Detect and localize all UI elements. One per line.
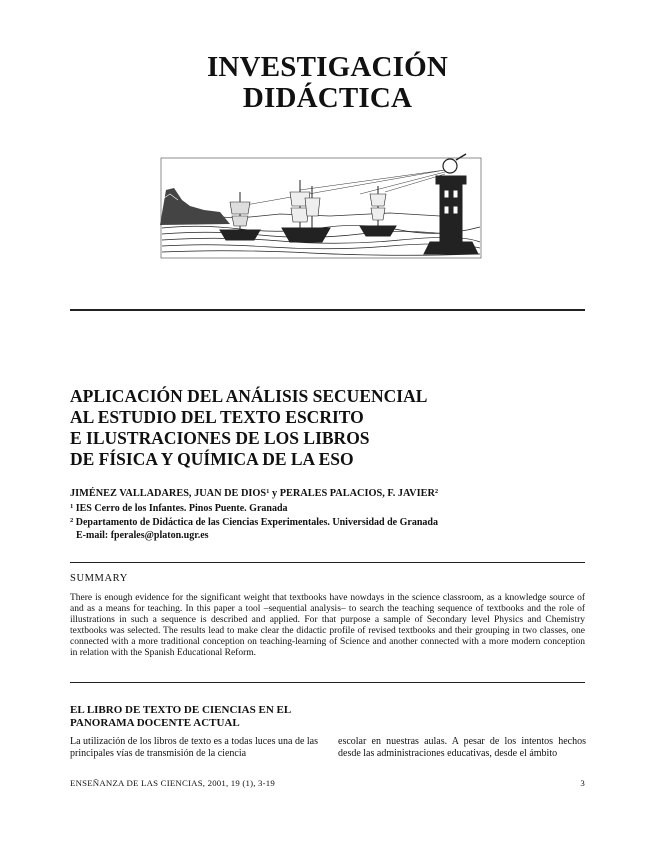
body-column-left: La utilización de los libros de texto es a todas luces una de las principales vías de transmisión de la ciencia	[70, 736, 318, 759]
harbor-ships-engraving-icon	[160, 150, 482, 260]
summary-text: There is enough evidence for the significant weight that textbooks have nowdays in the science classroom, as a knowledge source of and as a means for teaching. In this paper a tool –sequential analysis– to search the teaching sequence of textbooks and the role of illustrations in such a sequence is described and applied. For that purpose a sample of Secondary level Physics and Chemistry textbooks was selected. The results lead to make clear the didactic profile of revised textbooks and their grouping in two classes, one connected with a more traditional conception on teaching-learning of Science and another connected with a more modern conception in relation with the Spanish Educational Reform.	[70, 593, 585, 658]
author-affiliation-mark: 2	[434, 488, 439, 495]
affiliation	[70, 501, 590, 516]
summary-top-divider	[70, 562, 585, 563]
author-names	[70, 486, 590, 501]
footer-page-number: 3	[580, 778, 585, 788]
author-affiliation-mark: 1	[266, 488, 270, 495]
journal-section-title-line1: INVESTIGACIÓN	[206, 51, 449, 83]
author-block	[70, 486, 590, 542]
affiliation-text: IES Cerro de los Infantes. Pinos Puente. Granada	[75, 502, 288, 514]
author-name: PERALES PALACIOS, F. JAVIER	[279, 488, 435, 499]
author-email: E-mail: fperales@platon.ugr.es	[76, 529, 209, 541]
affiliation-text: Departamento de Didáctica de las Ciencias Experimentales. Universidad de Granada	[75, 517, 438, 528]
author-joiner: y	[269, 488, 280, 499]
affiliation	[70, 515, 590, 530]
section-heading: EL LIBRO DE TEXTO DE CIENCIAS EN EL PANORAMA DOCENTE ACTUAL	[70, 704, 291, 729]
affiliation-number: 2	[70, 517, 74, 524]
article-title-line: APLICACIÓN DEL ANÁLISIS SECUENCIAL	[70, 386, 428, 406]
page-footer	[70, 778, 585, 788]
header-divider	[70, 309, 585, 311]
body-column-right: escolar en nuestras aulas. A pesar de los intentos hechos desde las administraciones educativas, desde el ámbito	[338, 736, 586, 759]
article-title-line: AL ESTUDIO DEL TEXTO ESCRITO	[70, 407, 364, 427]
summary-heading: SUMMARY	[70, 573, 128, 584]
article-title-line: DE FÍSICA Y QUÍMICA DE LA ESO	[70, 449, 354, 469]
article-title-line: E ILUSTRACIONES DE LOS LIBROS	[70, 428, 370, 448]
affiliation-number: 1	[70, 502, 74, 510]
author-name: JIMÉNEZ VALLADARES, JUAN DE DIOS	[70, 488, 267, 499]
journal-section-title	[0, 52, 655, 114]
footer-journal-citation: ENSEÑANZA DE LAS CIENCIAS, 2001, 19 (1), 3-19	[70, 778, 275, 788]
summary-bottom-divider	[70, 682, 585, 683]
article-title	[70, 386, 590, 470]
journal-section-title-line2: DIDÁCTICA	[242, 82, 413, 114]
